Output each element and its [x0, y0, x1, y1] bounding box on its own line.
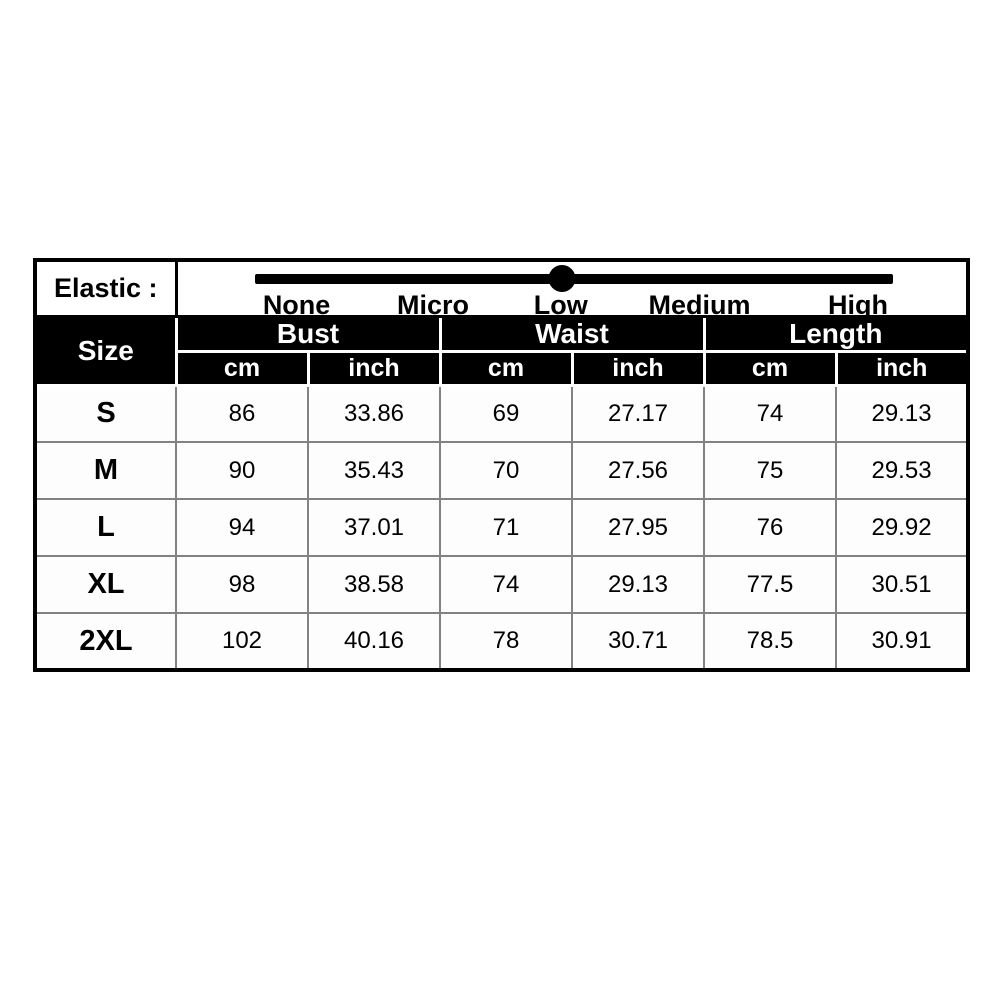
value-cell: 78 [440, 613, 572, 670]
value-cell: 29.13 [836, 385, 968, 442]
size-cell: L [35, 499, 176, 556]
elastic-level-medium: Medium [648, 290, 751, 320]
value-cell: 74 [440, 556, 572, 613]
elastic-level-low: Low [533, 290, 588, 320]
value-cell: 33.86 [308, 385, 440, 442]
table-row-xl [35, 556, 968, 613]
value-cell: 86 [176, 385, 308, 442]
value-cell: 75 [704, 442, 836, 499]
value-cell: 27.95 [572, 499, 704, 556]
value-cell: 98 [176, 556, 308, 613]
value-cell: 35.43 [308, 442, 440, 499]
length-inch-header: inch [836, 351, 968, 385]
value-cell: 71 [440, 499, 572, 556]
size-cell: XL [35, 556, 176, 613]
value-cell: 29.13 [572, 556, 704, 613]
value-cell: 27.17 [572, 385, 704, 442]
length-cm-header: cm [704, 351, 836, 385]
waist-header: Waist [440, 316, 704, 351]
value-cell: 30.51 [836, 556, 968, 613]
value-cell: 29.53 [836, 442, 968, 499]
length-header: Length [704, 316, 968, 351]
value-cell: 38.58 [308, 556, 440, 613]
bust-header: Bust [176, 316, 440, 351]
elastic-row [35, 260, 968, 316]
group-header-row [35, 316, 968, 351]
value-cell: 40.16 [308, 613, 440, 670]
value-cell: 74 [704, 385, 836, 442]
value-cell: 77.5 [704, 556, 836, 613]
elastic-slider [176, 260, 968, 320]
value-cell: 30.71 [572, 613, 704, 670]
elastic-level-micro: Micro [396, 290, 469, 320]
size-cell: 2XL [35, 613, 176, 670]
value-cell: 94 [176, 499, 308, 556]
elastic-label: Elastic : [35, 260, 176, 316]
size-cell: M [35, 442, 176, 499]
table-row-2xl [35, 613, 968, 670]
elastic-level-high: High [828, 290, 888, 320]
value-cell: 30.91 [836, 613, 968, 670]
waist-cm-header: cm [440, 351, 572, 385]
value-cell: 90 [176, 442, 308, 499]
bust-cm-header: cm [176, 351, 308, 385]
value-cell: 76 [704, 499, 836, 556]
size-cell: S [35, 385, 176, 442]
value-cell: 70 [440, 442, 572, 499]
waist-inch-header: inch [572, 351, 704, 385]
table-row-s [35, 385, 968, 442]
value-cell: 102 [176, 613, 308, 670]
value-cell: 27.56 [572, 442, 704, 499]
value-cell: 78.5 [704, 613, 836, 670]
value-cell: 37.01 [308, 499, 440, 556]
size-column-header: Size [35, 316, 176, 385]
table-row-l [35, 499, 968, 556]
value-cell: 69 [440, 385, 572, 442]
elastic-level-none: None [262, 290, 331, 320]
slider-handle-icon [548, 265, 575, 292]
bust-inch-header: inch [308, 351, 440, 385]
value-cell: 29.92 [836, 499, 968, 556]
size-chart-table [33, 258, 970, 672]
table-row-m [35, 442, 968, 499]
